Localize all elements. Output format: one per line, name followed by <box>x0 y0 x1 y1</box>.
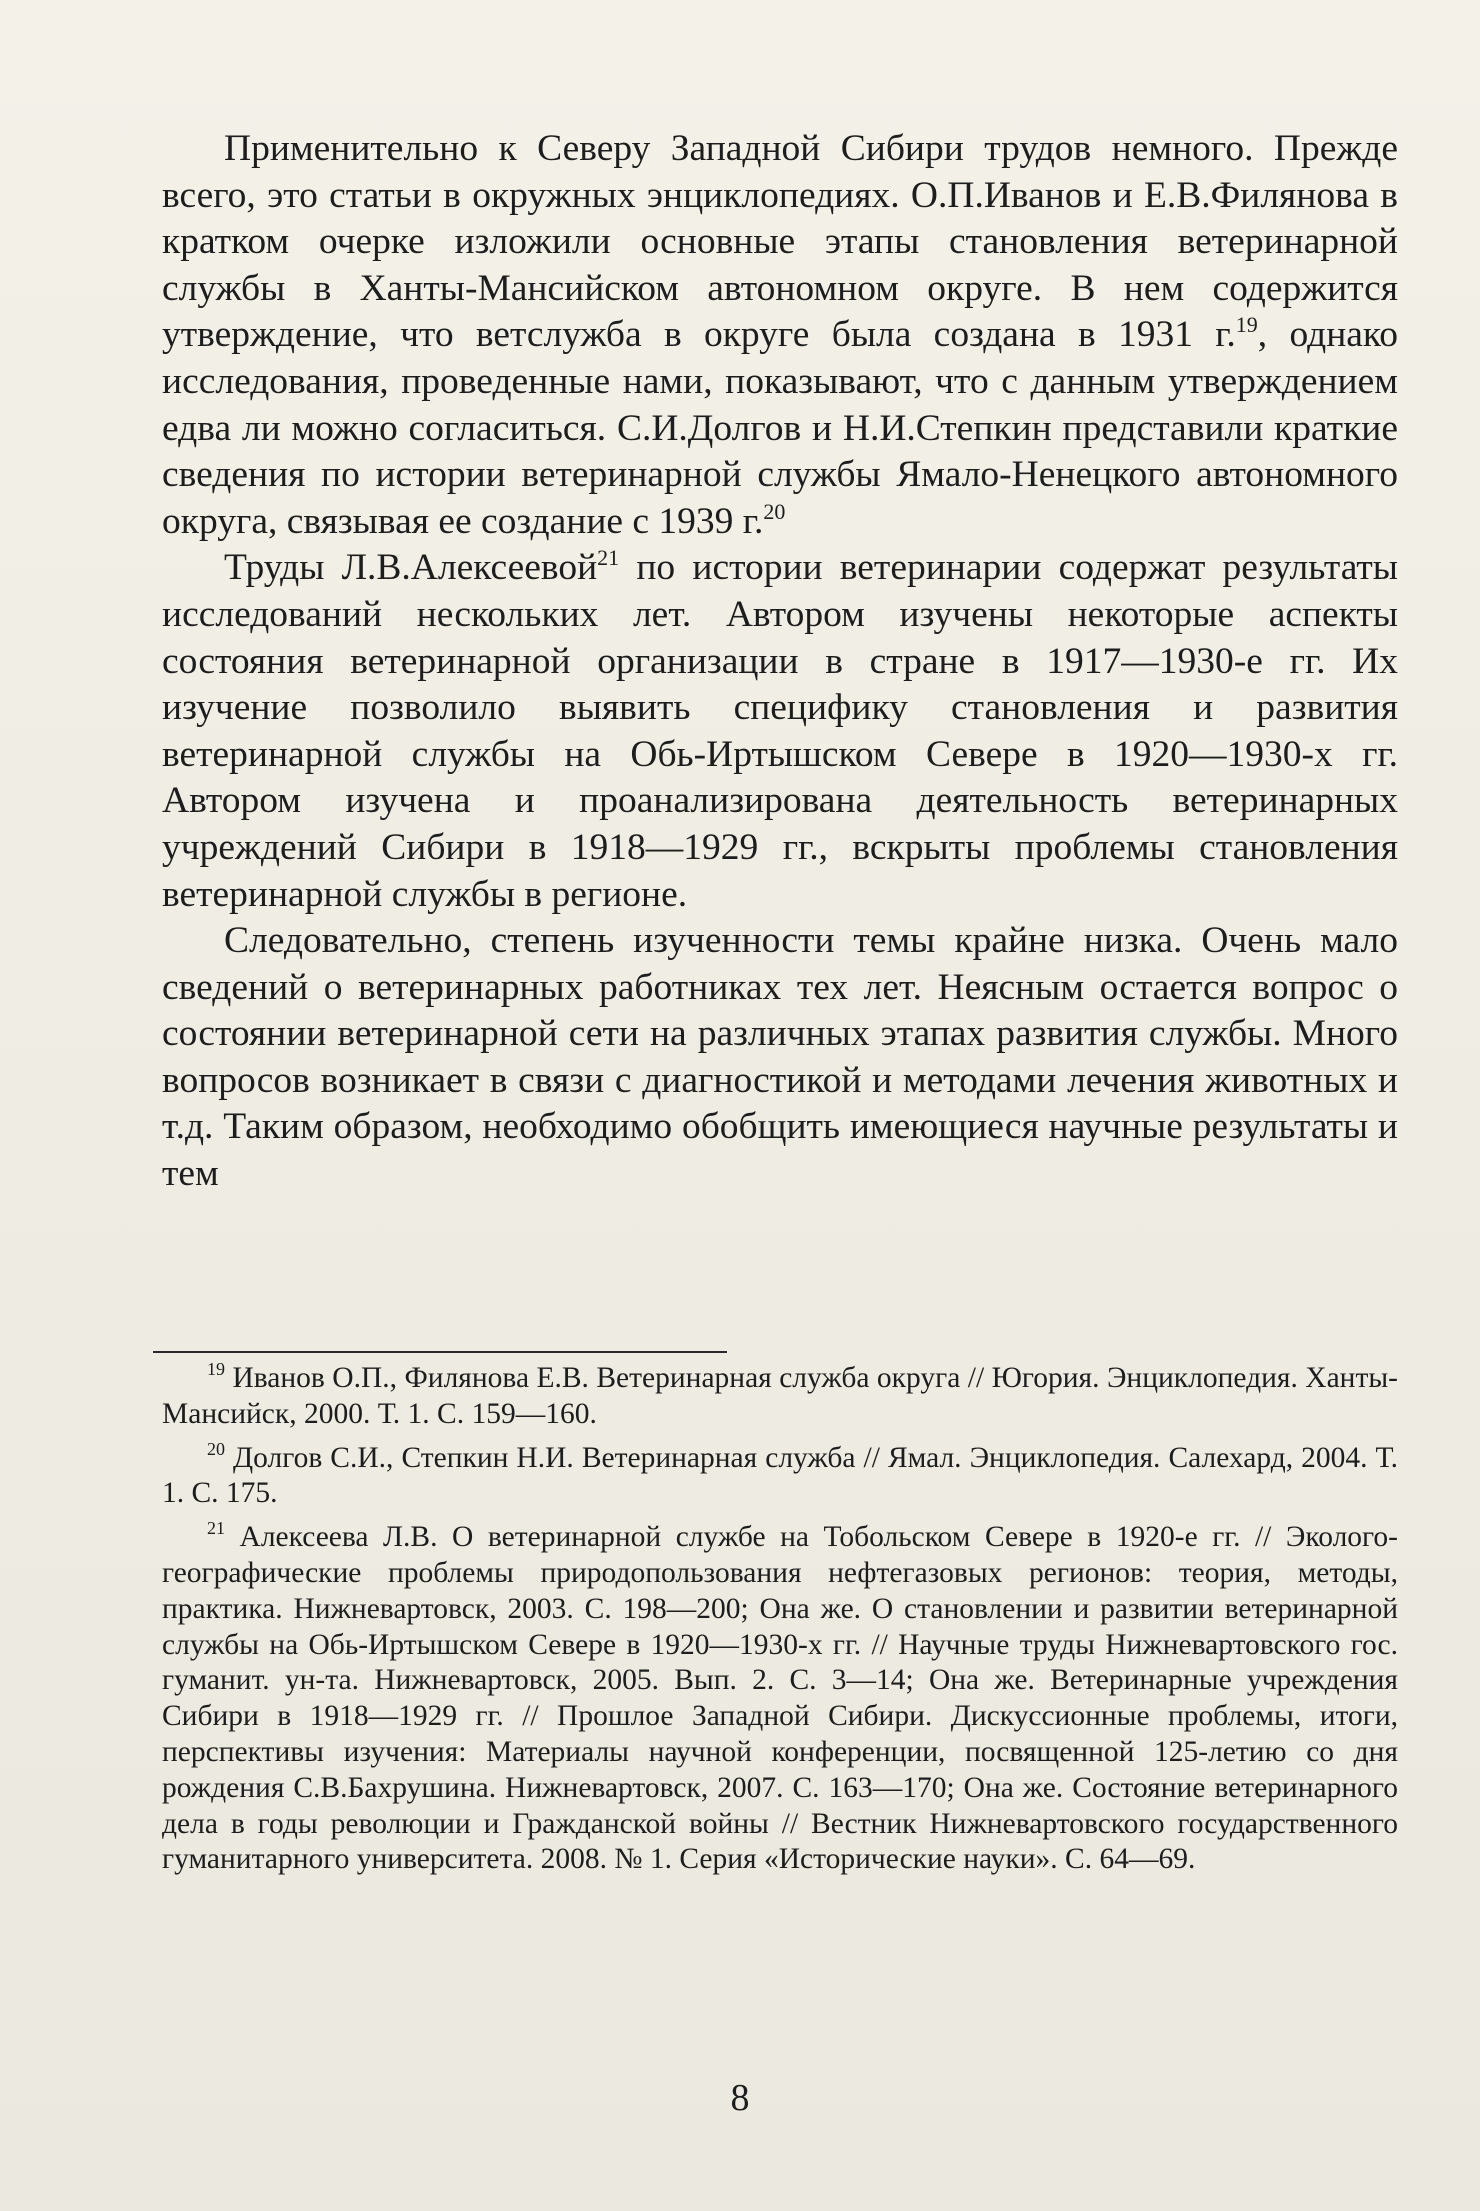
paragraph-1-text-b: , однако исследования, проведенные нами, показывают, что с данным утверждением едва ли можно согласиться. С.И.Долгов и Н.И.Степкин представили краткие сведения по истории ветеринарной службы Ямало-Ненецкого автономного округа, связывая ее создание с 1939 г. <box>162 314 1398 542</box>
page-number: 8 <box>730 2077 750 2119</box>
footnote-21-text: Алексеева Л.В. О ветеринарной службе на Тобольском Севере в 1920-е гг. // Эколого-географические проблемы природопользования нефтегазовых регионов: теория, методы, практика. Нижневартовск, 2003. С. 198—200; Она же. О становлении и развитии ветеринарной службы на Обь-Иртышском Севере в 1920—1930-х гг. // Научные труды Нижневартовского гос. гуманит. ун-та. Нижневартовск, 2005. Вып. 2. С. 3—14; Она же. Ветеринарные учреждения Сибири в 1918—1929 гг. // Прошлое Западной Сибири. Дискуссионные проблемы, итоги, перспективы изучения: Материалы научной конференции, посвященной 125-летию со дня рождения С.В.Бахрушина. Нижневартовск, 2007. С. 163—170; Она же. Состояние ветеринарного дела в годы революции и Гражданской войны // Вестник Нижневартовского государственного гуманитарного университета. 2008. № 1. Серия «Исторические науки». С. 64—69. <box>162 1521 1398 1876</box>
paragraph-1-text-a: Применительно к Северу Западной Сибири трудов немного. Прежде всего, это статьи в окружных энциклопедиях. О.П.Иванов и Е.В.Филянова в кратком очерке изложили основные этапы становления ветеринарной службы в Ханты-Мансийском автономном округе. В нем содержится утверждение, что ветслужба в округе была создана в 1931 г. <box>162 128 1398 356</box>
paragraph-2-text-b: по истории ветеринарии содержат результаты исследований нескольких лет. Автором изучены некоторые аспекты состояния ветеринарной организации в стране в 1917—1930-е гг. Их изучение позволило выявить специфику становления и развития ветеринарной службы на Обь-Иртышском Севере в 1920—1930-х гг. Автором изучена и проанализирована деятельность ветеринарных учреждений Сибири в 1918—1929 гг., вскрыты проблемы становления ветеринарной службы в регионе. <box>162 547 1398 915</box>
footnote-ref-21: 21 <box>597 545 620 571</box>
footnote-ref-20: 20 <box>763 498 786 524</box>
footnote-separator <box>153 1351 727 1353</box>
footnote-20-text: Долгов С.И., Степкин Н.И. Ветеринарная служба // Ямал. Энциклопедия. Салехард, 2004. Т. 1. С. 175. <box>162 1441 1398 1510</box>
footnote-20 <box>162 1438 1398 1513</box>
footnote-19-text: Иванов О.П., Филянова Е.В. Ветеринарная служба округа // Югория. Энциклопедия. Ханты-Мансийск, 2000. Т. 1. С. 159—160. <box>162 1362 1398 1430</box>
footnote-19 <box>162 1361 1398 1433</box>
footnote-21 <box>162 1520 1398 1878</box>
footnotes <box>162 1361 1398 1878</box>
paragraph-3: Следовательно, степень изученности темы крайне низка. Очень мало сведений о ветеринарных работниках тех лет. Неясным остается вопрос о состоянии ветеринарной сети на различных этапах развития службы. Много вопросов возникает в связи с диагностикой и методами лечения животных и т.д. Таким образом, необходимо обобщить имеющиеся научные результаты и тем <box>162 920 1398 1195</box>
main-text <box>162 126 1398 1198</box>
footnote-number-19: 19 <box>207 1359 225 1379</box>
paragraph-1 <box>162 126 1398 545</box>
footnote-ref-19: 19 <box>1235 312 1258 338</box>
footnote-number-21: 21 <box>207 1518 225 1539</box>
paragraph-2 <box>162 545 1398 918</box>
paragraph-2-text-a: Труды Л.В.Алексеевой <box>224 547 598 589</box>
footnote-number-20: 20 <box>207 1438 225 1459</box>
